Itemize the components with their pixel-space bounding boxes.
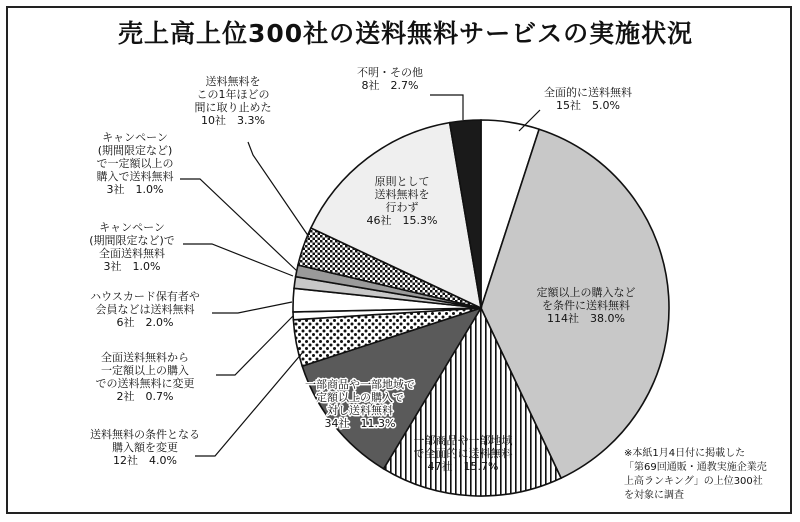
slice-value: 114社 38.0%: [547, 312, 625, 325]
slice-label: [544, 85, 632, 112]
slice-label-line: 全面送料無料: [99, 247, 165, 260]
slice-label-line: 送料無料を: [205, 75, 261, 88]
slice-label-line: 対し送料無料: [327, 404, 393, 417]
slice-label-line: キャンペーン: [99, 221, 165, 234]
footnote: [624, 447, 786, 503]
leader-line: [183, 244, 293, 276]
slice-label: [367, 174, 438, 227]
slice-label-line: 購入額を変更: [112, 441, 178, 454]
slice-label-line: 送料無料を: [374, 188, 430, 201]
leader-line: [212, 302, 292, 313]
slice-label: [97, 131, 174, 196]
slice-label: [414, 433, 513, 473]
slice-value: 3社 1.0%: [106, 183, 164, 196]
slice-value: 12社 4.0%: [113, 454, 177, 467]
slice-label-line: での送料無料に変更: [95, 377, 195, 390]
slice-label: [90, 427, 200, 467]
leader-line: [216, 316, 293, 375]
slice-label: [96, 350, 195, 403]
slice-label: [357, 65, 423, 92]
slice-label-line: 会員などは送料無料: [95, 303, 195, 316]
slice-value: 10社 3.3%: [201, 114, 265, 127]
leader-line: [430, 95, 463, 120]
slice-label-line: で全面的に送料無料: [413, 447, 513, 460]
slice-label-line: 行わず: [385, 201, 419, 214]
slice-label-line: 定額以上の購入で: [316, 391, 404, 404]
slice-label-line: 全面的に送料無料: [544, 86, 632, 99]
slice-value: 8社 2.7%: [361, 79, 419, 92]
slice-label: [537, 285, 636, 325]
slice-value: 3社 1.0%: [103, 260, 161, 273]
slice-label-line: (期間限定など): [97, 144, 173, 157]
footnote-line: 上高ランキング」の上位300社: [624, 476, 763, 487]
slice-label: [195, 74, 272, 127]
slice-value: 34社 11.3%: [324, 417, 396, 430]
slice-value: 46社 15.3%: [366, 214, 438, 227]
slice-value: 6社 2.0%: [116, 316, 174, 329]
footnote-line: を対象に調査: [624, 490, 684, 501]
slice-value: 15社 5.0%: [556, 99, 620, 112]
slice-label-line: (期間限定など)で: [89, 234, 175, 247]
leader-line: [195, 352, 303, 456]
slice-label: [90, 289, 200, 329]
slice-value: 2社 0.7%: [116, 390, 174, 403]
slice-value: 47社 15.7%: [427, 460, 499, 473]
slice-label: [89, 221, 175, 273]
footnote-line: 「第69回通販・通教実施企業売: [624, 462, 767, 473]
slice-label-line: 全面送料無料から: [101, 351, 189, 364]
slice-label-line: 原則として: [374, 175, 430, 188]
slice-label-line: この1年ほどの: [196, 88, 270, 101]
leader-line: [248, 142, 309, 237]
chart-title: 売上高上位300社の送料無料サービスの実施状況: [118, 19, 694, 48]
slice-label-line: 一部商品や一部地域: [413, 434, 513, 447]
slice-label-line: 一定額以上の購入: [101, 364, 189, 377]
slice-label-line: キャンペーン: [102, 131, 168, 144]
slice-label-line: 不明・その他: [357, 66, 423, 79]
slice-label-line: で一定額以上の: [96, 157, 174, 170]
slice-label-line: を条件に送料無料: [542, 299, 630, 312]
slice-label-line: ハウスカード保有者や: [90, 290, 200, 303]
slice-label-line: 定額以上の購入など: [536, 286, 636, 299]
slice-label-line: 送料無料の条件となる: [90, 428, 200, 441]
footnote-line: ※本紙1月4日付に掲載した: [624, 448, 746, 459]
slice-label-line: 間に取り止めた: [194, 101, 272, 114]
slice-label-line: 購入で送料無料: [96, 170, 174, 183]
slice-label-line: 一部商品や一部地域で: [305, 378, 415, 391]
